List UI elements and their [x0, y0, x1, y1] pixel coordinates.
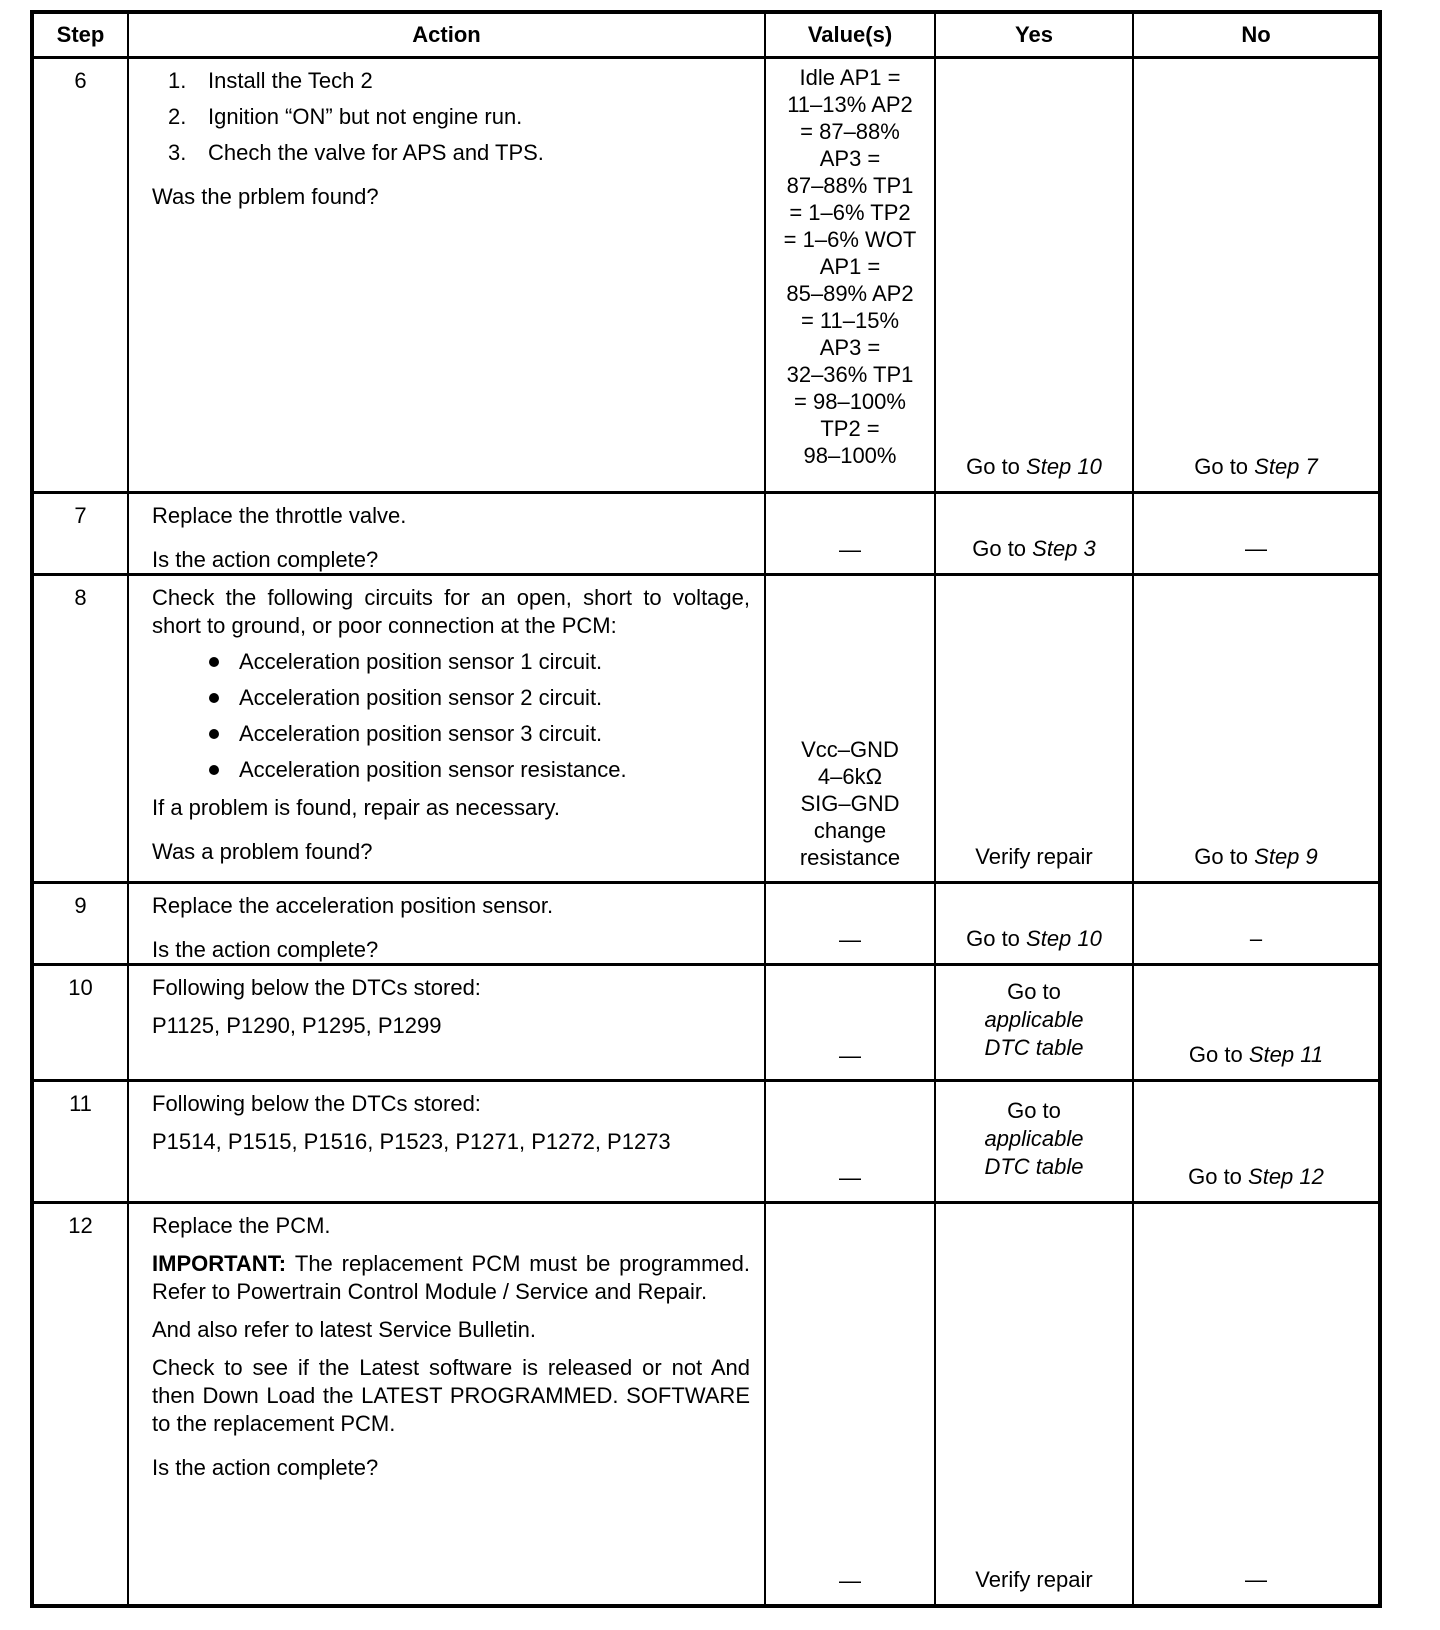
- yes-answer-line: Go to: [1007, 979, 1061, 1004]
- value-line: = 87–88%: [800, 119, 900, 144]
- action-text-text: Replace the acceleration position sensor.: [152, 893, 554, 918]
- no-answer-line: —: [1245, 1567, 1267, 1592]
- important-label: IMPORTANT:: [152, 1251, 295, 1276]
- yes-cell: [936, 1204, 1134, 1604]
- action-cell: [129, 494, 766, 573]
- action-justify-text: Check the following circuits for an open, short to voltage, short to ground, or poor connection at the PCM:: [152, 585, 750, 638]
- action-text-text: Following below the DTCs stored:: [152, 1091, 481, 1116]
- action-text-text: Replace the PCM.: [152, 1213, 331, 1238]
- value-line: AP1 =: [819, 254, 881, 279]
- action-question-text: Is the action complete?: [152, 937, 379, 962]
- yes-cell: [936, 966, 1134, 1079]
- values-cell: [766, 494, 936, 573]
- values-cell: [766, 966, 936, 1079]
- list-item-text: Acceleration position sensor resistance.: [239, 757, 627, 782]
- value-line: 4–6kΩ: [817, 764, 883, 789]
- list-item-text: Acceleration position sensor 3 circuit.: [239, 721, 603, 746]
- action-question-text: Was a problem found?: [152, 839, 373, 864]
- table-row: [34, 576, 1378, 884]
- value-line: Vcc–GND: [801, 737, 899, 762]
- action-numbered-item: [152, 103, 750, 131]
- action-question-text: Was the prblem found?: [152, 184, 379, 209]
- column-header-action: Action: [129, 14, 766, 56]
- table-body: [34, 59, 1378, 1604]
- action-question-text: Is the action complete?: [152, 1455, 379, 1480]
- value-line: Idle AP1 =: [799, 65, 901, 90]
- column-header-yes: Yes: [936, 14, 1134, 56]
- table-row: [34, 59, 1378, 494]
- table-row: [34, 966, 1378, 1082]
- values-cell: [766, 1204, 936, 1604]
- bullet-icon: [209, 684, 239, 712]
- value-line: 11–13% AP2: [787, 92, 913, 117]
- no-cell: [1134, 1082, 1378, 1201]
- list-item-text: Acceleration position sensor 2 circuit.: [239, 685, 603, 710]
- action-numbered-item: [152, 139, 750, 167]
- action-text-text: P1125, P1290, P1295, P1299: [152, 1013, 442, 1038]
- value-line: 98–100%: [803, 443, 897, 468]
- bullet-icon: [209, 729, 219, 739]
- value-line: —: [839, 537, 861, 562]
- action-text-text: Replace the throttle valve.: [152, 503, 407, 528]
- yes-answer-line: Go to Step 3: [972, 536, 1096, 561]
- step-number: 8: [34, 576, 129, 881]
- value-line: = 11–15%: [800, 308, 900, 333]
- yes-cell: [936, 884, 1134, 963]
- no-cell: [1134, 966, 1378, 1079]
- value-line: change: [813, 818, 887, 843]
- no-answer-line: Go to Step 9: [1194, 844, 1318, 869]
- action-justify-text: Check to see if the Latest software is released or not And then Down Load the LATEST PROGRAMMED. SOFTWARE to the replacement PCM.: [152, 1355, 750, 1436]
- yes-answer-line: Go to Step 10: [966, 454, 1102, 479]
- value-line: —: [839, 1043, 861, 1068]
- value-line: SIG–GND: [800, 791, 900, 816]
- list-item-text: Chech the valve for APS and TPS.: [208, 140, 544, 165]
- value-line: = 1–6% WOT: [783, 227, 917, 252]
- no-cell: [1134, 1204, 1378, 1604]
- list-number: 1.: [168, 68, 187, 93]
- action-important-text: IMPORTANT: The replacement PCM must be programmed. Refer to Powertrain Control Module / Service and Repair.: [152, 1251, 750, 1304]
- action-text-text: If a problem is found, repair as necessary.: [152, 795, 561, 820]
- value-line: 87–88% TP1: [786, 173, 914, 198]
- value-line: —: [839, 1568, 861, 1593]
- no-answer-line: Go to Step 12: [1188, 1164, 1324, 1189]
- yes-cell: [936, 494, 1134, 573]
- header-row: [34, 14, 1378, 59]
- values-cell: [766, 59, 936, 491]
- yes-cell: [936, 59, 1134, 491]
- table-row: [34, 1082, 1378, 1204]
- value-line: resistance: [799, 845, 901, 870]
- list-number: 3.: [168, 140, 187, 165]
- values-cell: [766, 884, 936, 963]
- no-cell: [1134, 884, 1378, 963]
- action-bullet-item: [152, 720, 750, 748]
- yes-answer-line: applicable: [984, 1126, 1084, 1151]
- yes-answer-line: Go to: [1007, 1098, 1061, 1123]
- action-question-text: Is the action complete?: [152, 547, 379, 572]
- value-line: = 98–100%: [794, 389, 906, 414]
- action-numbered-item: [152, 67, 750, 95]
- bullet-icon: [209, 657, 219, 667]
- no-cell: [1134, 494, 1378, 573]
- action-cell: [129, 576, 766, 881]
- action-text-text: And also refer to latest Service Bulletin.: [152, 1317, 536, 1342]
- value-line: AP3 =: [819, 335, 881, 360]
- yes-answer-line: DTC table: [984, 1154, 1084, 1179]
- value-line: = 1–6% TP2: [789, 200, 911, 225]
- yes-answer-line: Verify repair: [975, 1567, 1093, 1592]
- yes-answer-line: DTC table: [984, 1035, 1084, 1060]
- yes-answer-line: applicable: [984, 1007, 1084, 1032]
- values-cell: [766, 576, 936, 881]
- action-bullet-item: [152, 684, 750, 712]
- diagnostic-table: [30, 10, 1382, 1608]
- diagnostic-procedure-page: [30, 10, 1382, 1608]
- values-cell: [766, 1082, 936, 1201]
- table-row: [34, 1204, 1378, 1604]
- list-item-text: Ignition “ON” but not engine run.: [208, 104, 523, 129]
- list-item-text: Acceleration position sensor 1 circuit.: [239, 649, 603, 674]
- list-item-text: Install the Tech 2: [208, 68, 373, 93]
- bullet-icon: [209, 648, 239, 676]
- action-bullet-item: [152, 756, 750, 784]
- action-cell: [129, 59, 766, 491]
- no-answer-line: —: [1245, 536, 1267, 561]
- yes-answer-line: Verify repair: [975, 844, 1093, 869]
- step-number: 7: [34, 494, 129, 573]
- action-cell: [129, 884, 766, 963]
- bullet-icon: [209, 693, 219, 703]
- bullet-icon: [209, 765, 219, 775]
- yes-cell: [936, 1082, 1134, 1201]
- yes-answer-line: Go to Step 10: [966, 926, 1102, 951]
- column-header-step: Step: [34, 14, 129, 56]
- no-answer-line: Go to Step 7: [1194, 454, 1318, 479]
- list-number: 2.: [168, 104, 187, 129]
- action-bullet-item: [152, 648, 750, 676]
- step-number: 11: [34, 1082, 129, 1201]
- table-row: [34, 884, 1378, 966]
- yes-cell: [936, 576, 1134, 881]
- value-line: —: [839, 1165, 861, 1190]
- value-line: AP3 =: [819, 146, 881, 171]
- action-cell: [129, 1204, 766, 1604]
- action-cell: [129, 966, 766, 1079]
- value-line: 32–36% TP1: [786, 362, 914, 387]
- value-line: TP2 =: [820, 416, 880, 441]
- bullet-icon: [209, 756, 239, 784]
- step-number: 9: [34, 884, 129, 963]
- value-line: —: [839, 927, 861, 952]
- column-header-values: Value(s): [766, 14, 936, 56]
- table-row: [34, 494, 1378, 576]
- no-answer-line: Go to Step 11: [1188, 1042, 1324, 1067]
- value-line: 85–89% AP2: [786, 281, 914, 306]
- step-number: 12: [34, 1204, 129, 1604]
- action-text-text: P1514, P1515, P1516, P1523, P1271, P1272, P1273: [152, 1129, 671, 1154]
- column-header-no: No: [1241, 22, 1271, 47]
- step-number: 10: [34, 966, 129, 1079]
- no-cell: [1134, 576, 1378, 881]
- no-answer-line: –: [1249, 926, 1263, 951]
- action-cell: [129, 1082, 766, 1201]
- bullet-icon: [209, 720, 239, 748]
- step-number: 6: [34, 59, 129, 491]
- no-cell: [1134, 59, 1378, 491]
- action-text-text: Following below the DTCs stored:: [152, 975, 481, 1000]
